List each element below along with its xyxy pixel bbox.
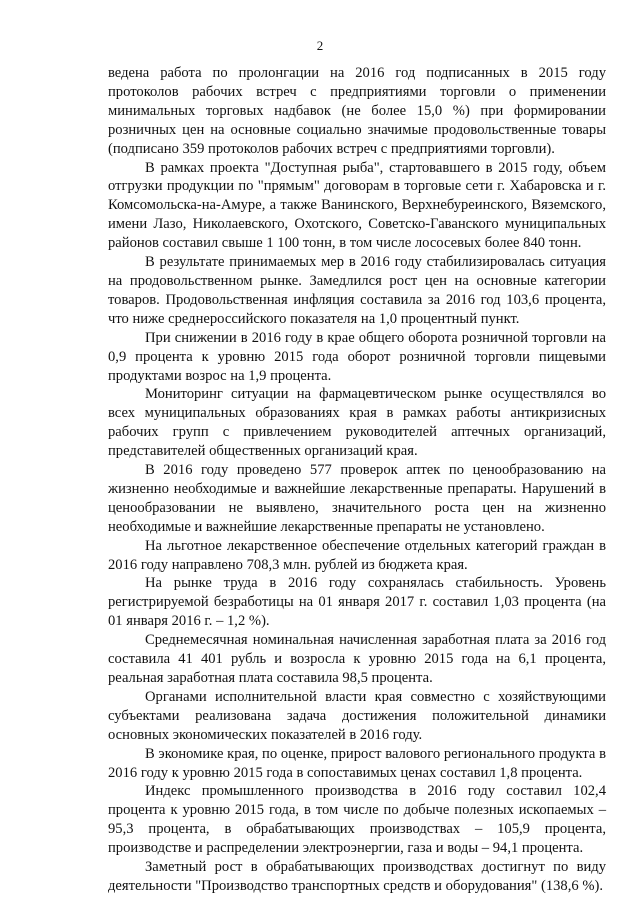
paragraph-retail-turnover: При снижении в 2016 году в крае общего оборота розничной торговли на 0,9 процента к уровню 2015 года оборот розничной торговли пищевыми продуктами возрос на 1,9 процента. xyxy=(108,329,606,384)
paragraph-grp: В экономике края, по оценке, прирост валового регионального продукта в 2016 году к уровню 2015 года в сопоставимых ценах составил 1,8 процента. xyxy=(108,745,606,781)
paragraph-wages: Среднемесячная номинальная начисленная заработная плата за 2016 год составила 41 401 рубль и возросла к уровню 2015 года на 6,1 процента, реальная заработная плата составила 98,5 процента. xyxy=(108,632,606,686)
page-number: 2 xyxy=(316,38,324,53)
paragraph-authorities: Органами исполнительной власти края совместно с хозяйствующими субъектами реализована задача достижения положительной динамики основных экономических показателей в 2016 году. xyxy=(108,688,606,743)
paragraph-industrial-index: Индекс промышленного производства в 2016 году составил 102,4 процента к уровню 2015 года, в том числе по добыче полезных ископаемых – 95,3 процента, в обрабатывающих производствах – 105,9 процента, производстве и распределении электроэнергии, газа и воды – 94,1 процента. xyxy=(108,783,606,857)
paragraph-food-market: В результате принимаемых мер в 2016 году стабилизировалась ситуация на продовольственном рынке. Замедлился рост цен на основные категории товаров. Продовольственная инфляция составила за 2016 год 103,6 процента, что ниже среднероссийского показателя на 1,0 процентный пункт. xyxy=(108,254,606,327)
paragraph-continuation: ведена работа по пролонгации на 2016 год подписанных в 2015 году протоколов рабочих встреч с предприятиями торговли о применении минимальных торговых надбавок (не более 15,0 %) при формировании розничных цен на основные социально значимые продовольственные товары (подписано 359 протоколов рабочих встреч с предприятиями торговли). xyxy=(108,65,606,157)
paragraph-pharmacy-inspections: В 2016 году проведено 577 проверок аптек по ценообразованию на жизненно необходимые и важнейшие лекарственные препараты. Нарушений в ценообразовании не выявлено, значительного роста цен на жизненно необходимые и важнейшие лекарственные препараты не установлено. xyxy=(108,462,606,535)
paragraph-affordable-fish: В рамках проекта "Доступная рыба", стартовавшего в 2015 году, объем отгрузки продукции по "прямым" договорам в торговые сети г. Хабаровска и г. Комсомольска-на-Амуре, а также Ванинского, Верхнебуреинского, Вяземского, имени Лазо, Николаевского, Охотского, Советско-Гаванского муниципальных районов составил свыше 1 100 тонн, в том числе лососевых более 840 тонн. xyxy=(108,159,606,252)
paragraph-pharma-monitoring: Мониторинг ситуации на фармацевтическом рынке осуществлялся во всех муниципальных образованиях края в рамках работы антикризисных рабочих групп с привлечением руководителей аптечных организаций, представителей общественных организаций края. xyxy=(108,386,606,460)
paragraph-manufacturing-growth: Заметный рост в обрабатывающих производствах достигнут по виду деятельности "Производство транспортных средств и оборудования" (138,6 %). xyxy=(108,859,606,894)
paragraph-drug-provision: На льготное лекарственное обеспечение отдельных категорий граждан в 2016 году направлено 708,3 млн. рублей из бюджета края. xyxy=(108,537,606,573)
paragraph-labor-market: На рынке труда в 2016 году сохранялась стабильность. Уровень регистрируемой безработицы на 01 января 2017 г. составил 1,03 процента (на 01 января 2016 г. – 1,2 %). xyxy=(108,575,606,630)
document-body xyxy=(108,64,606,896)
